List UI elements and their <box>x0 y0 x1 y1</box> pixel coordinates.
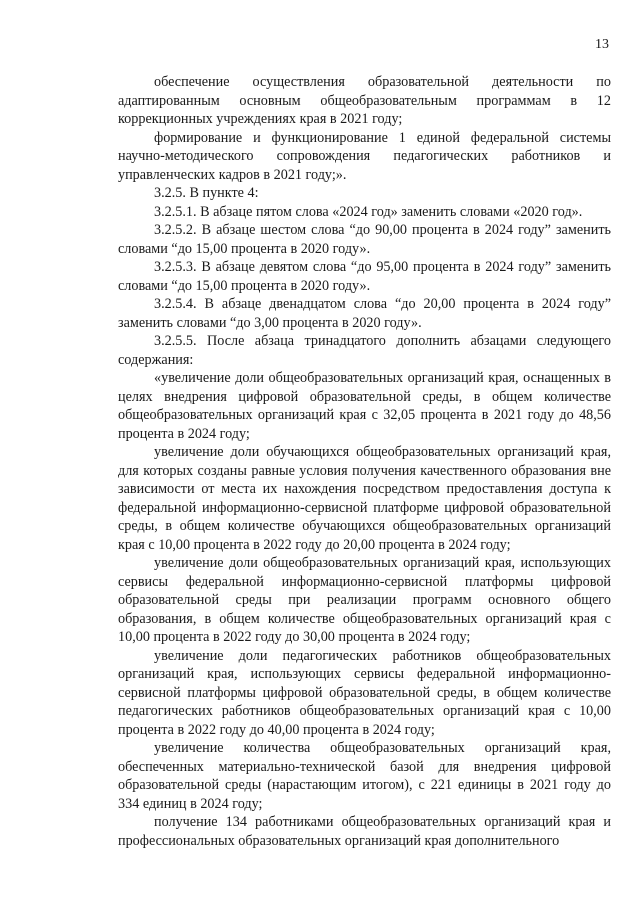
paragraph: «увеличение доли общеобразовательных организаций края, оснащенных в целях внедрения цифровой образовательной среды, в общем количестве общеобразовательных организаций края с 32,05 процента в 2021 году до 48,56 процента в 2024 году; <box>118 370 611 442</box>
paragraph: обеспечение осуществления образовательной деятельности по адаптированным основным общеобразовательным программам в 12 коррекционных учреждениях края в 2021 году; <box>118 74 611 127</box>
document-body <box>118 73 611 850</box>
paragraph: 3.2.5.4. В абзаце двенадцатом слова “до 20,00 процента в 2024 году” заменить словами “до 3,00 процента в 2020 году». <box>118 296 611 331</box>
paragraph: 3.2.5.2. В абзаце шестом слова “до 90,00 процента в 2024 году” заменить словами “до 15,00 процента в 2020 году». <box>118 222 611 257</box>
paragraph: увеличение доли педагогических работников общеобразовательных организаций края, использующих сервисы федеральной информационно-сервисной платформы цифровой образовательной среды, в общем количестве педагогических работников общеобразовательных организаций края с 10,00 процента в 2022 году до 40,00 процента в 2024 году; <box>118 647 611 738</box>
page-number: 13 <box>595 37 609 52</box>
paragraph: 3.2.5.1. В абзаце пятом слова «2024 год» заменить словами «2020 год». <box>154 203 583 220</box>
paragraph: получение 134 работниками общеобразовательных организаций края и профессиональных образовательных организаций края дополнительного <box>118 814 611 849</box>
paragraph: 3.2.5. В пункте 4: <box>154 185 259 201</box>
paragraph: увеличение доли обучающихся общеобразовательных организаций края, для которых созданы равные условия получения качественного образования вне зависимости от места их нахождения посредством предоставления доступа к федеральной информационно-сервисной платформе цифровой образовательной среды, в общем количестве обучающихся общеобразовательных организаций края с 10,00 процента в 2022 году до 20,00 процента в 2024 году; <box>118 444 611 553</box>
paragraph: увеличение количества общеобразовательных организаций края, обеспеченных материально-технической базой для внедрения цифровой образовательной среды (нарастающим итогом), с 221 единицы в 2021 году до 334 единиц в 2024 году; <box>118 740 611 812</box>
paragraph: 3.2.5.3. В абзаце девятом слова “до 95,00 процента в 2024 году” заменить словами “до 15,00 процента в 2020 году». <box>118 259 611 294</box>
paragraph: формирование и функционирование 1 единой федеральной системы научно-методического сопровождения педагогических работников и управленческих кадров в 2021 году;». <box>118 129 611 183</box>
paragraph: 3.2.5.5. После абзаца тринадцатого дополнить абзацами следующего содержания: <box>118 333 611 368</box>
paragraph: увеличение доли общеобразовательных организаций края, использующих сервисы федеральной информационно-сервисной платформы цифровой образовательной среды при реализации программ основного общего образования, в общем количестве общеобразовательных организаций края с 10,00 процента в 2022 году до 30,00 процента в 2024 году; <box>118 555 611 645</box>
